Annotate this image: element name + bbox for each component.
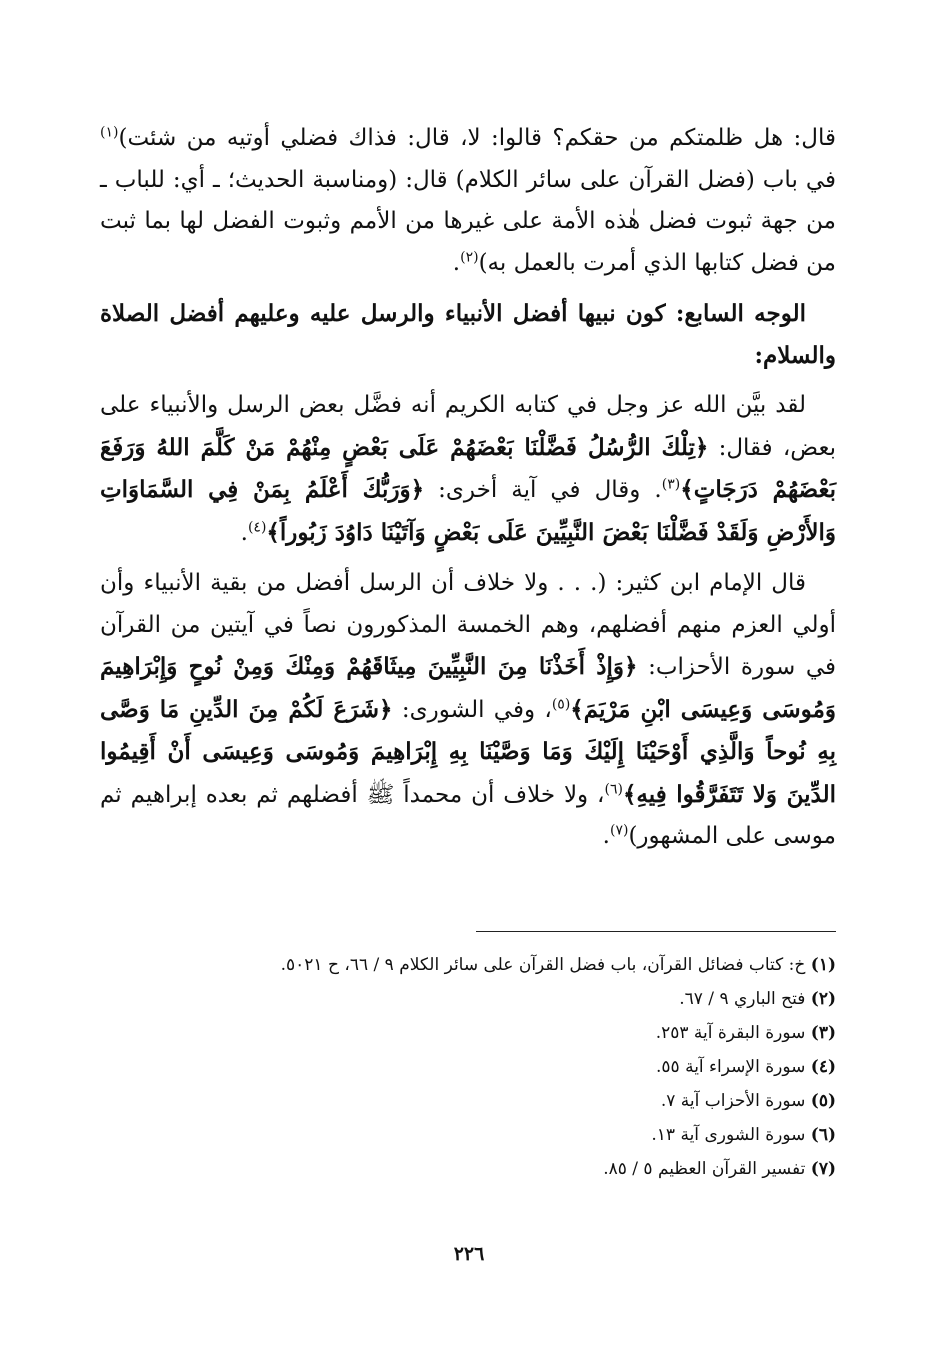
paragraph-1-text-a: قال: هل ظلمتكم من حقكم؟ قالوا: لا، قال: فذاك فضلي أوتيه من شئت) [118, 125, 836, 151]
paragraph-2 [100, 385, 836, 554]
paragraph-1-text-c: . [452, 249, 461, 276]
section-heading-text: الوجه السابع: كون نبيها أفضل الأنبياء والرسل عليه وعليهم أفضل الصلاة والسلام: [100, 300, 836, 369]
footnote-text: سورة الشورى آية ١٣. [651, 1125, 806, 1145]
paragraph-3-text-c: ، ولا خلاف أن محمداً ﷺ أفضلهم ثم بعده إبراهيم ثم موسى على المشهور) [100, 781, 836, 849]
footnote-number: (٤) [810, 1057, 836, 1077]
footnote-item [100, 1018, 836, 1048]
paragraph-2-text-c: . [240, 519, 248, 546]
footnote-number: (١) [810, 955, 836, 975]
footnote-ref-5[interactable]: (٥) [551, 695, 571, 712]
footnote-number: (٣) [810, 1023, 836, 1043]
footnote-ref-2[interactable]: (٢) [460, 248, 479, 265]
paragraph-3-text-b: ، وفي الشورى: [392, 696, 552, 723]
footnote-number: (٢) [810, 989, 836, 1009]
footnote-text: سورة البقرة آية ٢٥٣. [655, 1023, 806, 1043]
footnote-item [100, 1154, 836, 1184]
footnote-ref-4[interactable]: (٤) [247, 518, 267, 535]
footnote-divider [476, 931, 836, 932]
paragraph-3-text-d: . [602, 823, 610, 849]
quran-verse-4: ﴿شَرَعَ لَكُمْ مِنَ الدِّينِ مَا وَصَّى بِهِ نُوحاً وَالَّذِي أَوْحَيْنَا إِلَيْكَ وَمَا وَصَّيْنَا بِهِ إِبْرَاهِيمَ وَمُوسَى وَعِيسَى أَنْ أَقِيمُوا الدِّينَ وَلا تَتَفَرَّقُوا فِيهِ﴾ [100, 695, 836, 808]
footnote-ref-7[interactable]: (٧) [609, 822, 629, 839]
footnote-item [100, 1120, 836, 1150]
footnote-number: (٦) [810, 1125, 836, 1145]
footnote-ref-3[interactable]: (٣) [661, 476, 681, 493]
footnote-text: سورة الإسراء آية ٥٥. [656, 1057, 806, 1077]
quran-verse-3: ﴿وَإِذْ أَخَذْنَا مِنَ النَّبِيِّينَ مِيثَاقَهُمْ وَمِنْكَ وَمِنْ نُوحٍ وَإِبْرَاهِيمَ وَمُوسَى وَعِيسَى ابْنِ مَرْيَمَ﴾ [100, 653, 836, 723]
footnote-number: (٥) [810, 1091, 836, 1111]
page-number: ٢٢٦ [453, 1243, 485, 1265]
footnote-text: خ: كتاب فضائل القرآن، باب فضل القرآن على سائر الكلام ٩ / ٦٦، ح ٥٠٢١. [280, 955, 806, 975]
footnote-text: تفسير القرآن العظيم ٥ / ٨٥. [603, 1159, 806, 1179]
paragraph-3-text-a: قال الإمام ابن كثير: (. . . ولا خلاف أن الرسل أفضل من بقية الأنبياء وأن أولي العزم منهم أفضلهم، وهم الخمسة المذكورون نصاً في آيتين من القرآن في سورة الأحزاب: [100, 570, 836, 680]
footnote-item [100, 950, 836, 980]
paragraph-1 [100, 118, 836, 284]
paragraph-1-text-b: في باب (فضل القرآن على سائر الكلام) قال: (ومناسبة الحديث؛ ـ أي: للباب ـ من جهة ثبوت فضل هٰذه الأمة على غيرها من الأمم وثبوت الفضل لها بما ثبت من فضل كتابها الذي أمرت بالعمل به) [100, 166, 836, 276]
quran-verse-1: ﴿تِلْكَ الرُّسُلُ فَضَّلْنَا بَعْضَهُمْ عَلَى بَعْضٍ مِنْهُمْ مَنْ كَلَّمَ اللهُ وَرَفَعَ بَعْضَهُمْ دَرَجَاتٍ﴾ [100, 433, 836, 503]
footnotes-list [100, 950, 836, 1188]
paragraph-3 [100, 563, 836, 858]
footnote-number: (٧) [810, 1159, 836, 1179]
footnote-ref-6[interactable]: (٦) [604, 780, 623, 797]
section-heading [100, 293, 836, 376]
paragraph-2-text-b: . وقال في آية أخرى: [424, 477, 662, 503]
footnote-item [100, 984, 836, 1014]
footnote-text: فتح الباري ٩ / ٦٧. [679, 989, 806, 1009]
page-body [100, 118, 836, 858]
paragraph-2-text-a: لقد بيَّن الله عز وجل في كتابه الكريم أنه فضَّل بعض الرسل والأنبياء على بعض، فقال: [100, 392, 836, 461]
quran-verse-2: ﴿وَرَبُّكَ أَعْلَمُ بِمَنْ فِي السَّمَاوَاتِ وَالأَرْضِ وَلَقَدْ فَضَّلْنَا بَعْضَ النَّبِيِّينَ عَلَى بَعْضٍ وَآتَيْنَا دَاوُدَ زَبُوراً﴾ [100, 476, 836, 546]
footnote-ref-1[interactable]: (١) [100, 124, 119, 141]
footnote-item [100, 1086, 836, 1116]
footnote-text: سورة الأحزاب آية ٧. [660, 1091, 806, 1111]
footnote-item [100, 1052, 836, 1082]
